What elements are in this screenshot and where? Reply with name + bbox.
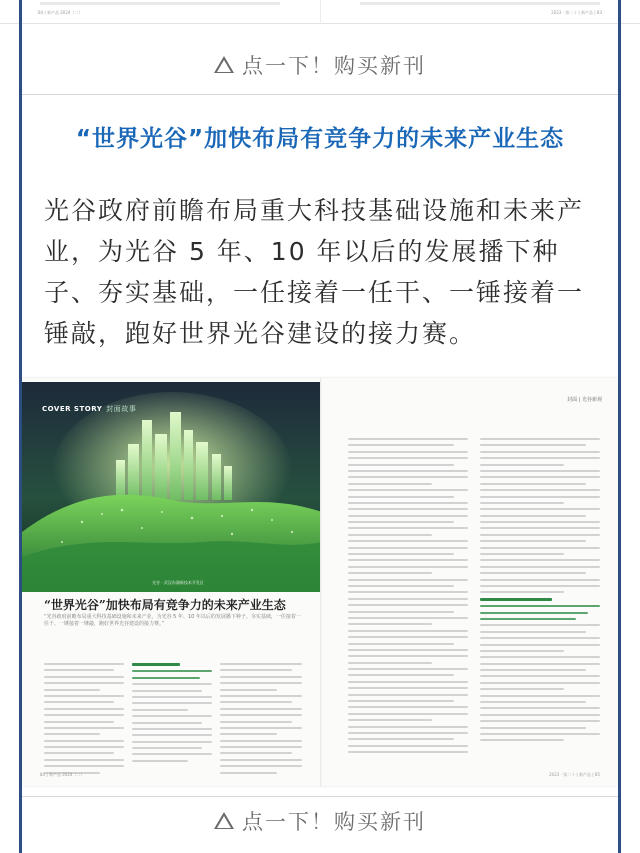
buy-issue-label: 点一下！购买新刊 bbox=[242, 54, 426, 78]
prev-page-right-header: 2023 · 第二十 | 新产品 | 83 bbox=[551, 10, 602, 15]
cover-story-label bbox=[42, 404, 136, 414]
buy-issue-label: 点一下！购买新刊 bbox=[242, 810, 426, 834]
prev-page-gutter bbox=[320, 0, 321, 24]
hero-caption: 光谷 · 武汉东湖新技术开发区 bbox=[152, 580, 204, 585]
prev-page-left-header: 84 | 新产品 2024（二） bbox=[38, 10, 83, 15]
left-column-3 bbox=[220, 663, 302, 778]
left-column-2 bbox=[132, 663, 212, 766]
article-headline: “世界光谷”加快布局有竞争力的未来产业生态 bbox=[75, 126, 565, 152]
article-lead: 光谷政府前瞻布局重大科技基础设施和未来产业，为光谷 5 年、10 年以后的发展播下种子、夯实基础，一任接着一任干、一锤接着一锤敲，跑好世界光谷建设的接力赛。 bbox=[44, 196, 585, 348]
cover-story-en: COVER STORY bbox=[42, 405, 103, 413]
magazine-spread-image bbox=[22, 378, 618, 786]
buy-issue-link-top[interactable] bbox=[0, 50, 640, 80]
triangle-icon bbox=[214, 56, 234, 73]
divider bbox=[22, 796, 618, 797]
left-page-footer: 84 | 新产品 2024（二） bbox=[40, 772, 85, 777]
cover-story-cn: 封面故事 bbox=[106, 405, 137, 413]
divider bbox=[22, 94, 618, 95]
spread-subtitle: “光谷政府前瞻布局重大科技基础设施和未来产业，为光谷 5 年、10 年以后的发展播下种子、夯实基础，一任接着一任干、一锤接着一锤敲，跑好世界光谷建设的接力赛。” bbox=[44, 614, 301, 627]
previous-page-strip bbox=[0, 0, 640, 24]
right-page-footer: 2023 · 第二十 | 新产品 | 85 bbox=[549, 772, 600, 777]
left-column-1 bbox=[44, 663, 124, 778]
spread-gutter bbox=[320, 378, 322, 786]
prev-page-text-line bbox=[40, 2, 280, 5]
right-column-1 bbox=[348, 438, 468, 758]
triangle-icon bbox=[214, 812, 234, 829]
buy-issue-link-bottom[interactable] bbox=[0, 806, 640, 836]
spread-title: “世界光谷”加快布局有竞争力的未来产业生态 bbox=[44, 598, 286, 612]
prev-page-text-line bbox=[360, 2, 600, 5]
right-column-2 bbox=[480, 438, 600, 746]
right-running-head: 封面 | 光谷新观 bbox=[567, 397, 602, 403]
hero-illustration bbox=[22, 382, 322, 592]
